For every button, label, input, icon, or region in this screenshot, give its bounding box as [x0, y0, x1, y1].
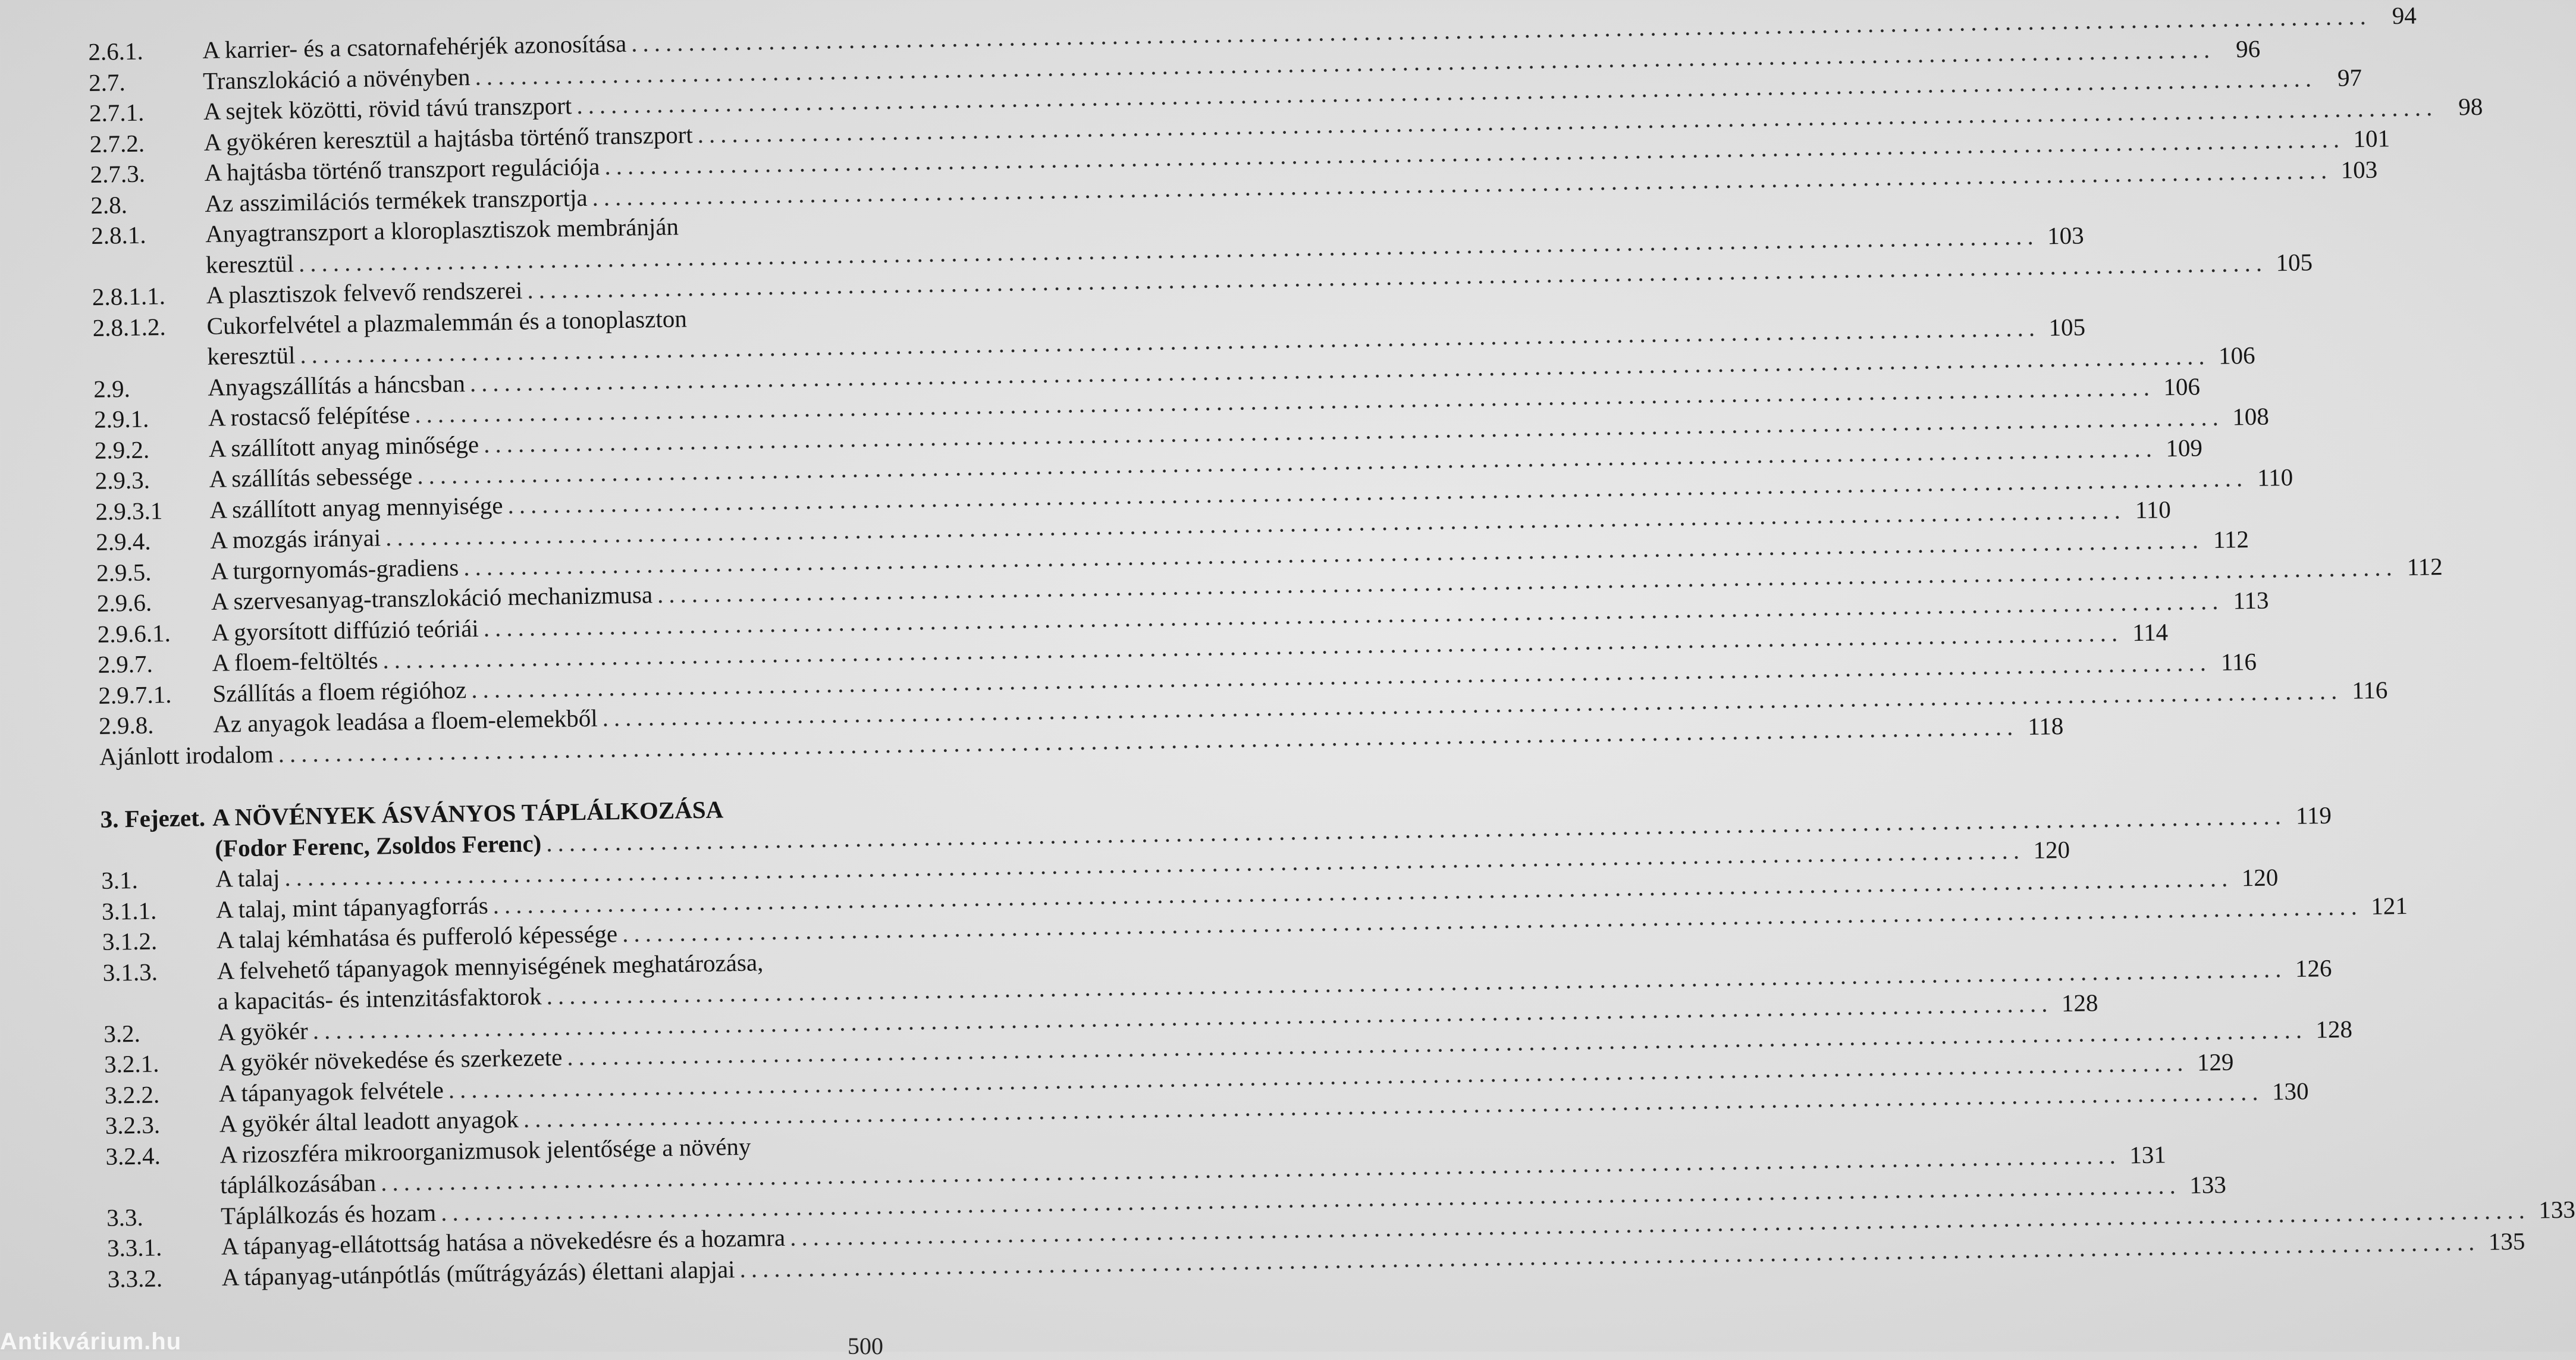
entry-title: A rizoszféra mikroorganizmusok jelentősége a növény — [219, 1132, 751, 1168]
entry-number: 2.9.7. — [98, 650, 153, 678]
entry-number: 2.8.1.2. — [92, 312, 167, 341]
entry-page: 129 — [2197, 1048, 2234, 1076]
watermark: Antikvárium.hu — [0, 1328, 182, 1355]
entry-page: 97 — [2337, 63, 2362, 92]
entry-page: 101 — [2353, 124, 2390, 153]
entry-page: 119 — [2295, 801, 2332, 829]
entry-page: 126 — [2295, 954, 2332, 982]
entry-number: 2.9. — [93, 374, 131, 403]
entry-page: 135 — [2488, 1227, 2525, 1255]
entry-title: A floem-feltöltés — [212, 646, 378, 676]
entry-number: 2.7.1. — [89, 98, 145, 127]
entry-title: A hajtásba történő transzport regulációja — [204, 152, 600, 186]
entry-title-continued: keresztül — [207, 341, 296, 370]
entry-title: Ajánlott irodalom — [99, 739, 274, 770]
entry-page: 112 — [2213, 525, 2249, 553]
entry-number: 2.9.1. — [93, 405, 149, 433]
entry-page: 120 — [2241, 863, 2279, 891]
entry-number: 2.8.1.1. — [92, 282, 166, 311]
entry-number: 3.1.2. — [102, 927, 158, 955]
entry-title: Anyagtranszport a kloroplasztiszok membránján — [205, 212, 679, 247]
page-number: 500 — [848, 1333, 883, 1359]
entry-title: A sejtek közötti, rövid távú transzport — [203, 92, 572, 125]
entry-title: A plasztiszok felvevő rendszerei — [206, 276, 523, 309]
chapter-label: 3. Fejezet. — [100, 804, 206, 833]
entry-number: 2.7. — [88, 68, 126, 96]
entry-number: 2.9.6.1. — [97, 619, 171, 648]
chapter-title: A NÖVÉNYEK ÁSVÁNYOS TÁPLÁLKOZÁSA — [212, 795, 724, 831]
entry-title: A tápanyag-ellátottság hatása a növekedésre és a hozamra — [221, 1223, 786, 1260]
entry-title: Cukorfelvétel a plazmalemmán és a tonoplaszton — [206, 304, 688, 340]
entry-page: 110 — [2257, 463, 2293, 491]
entry-page: 109 — [2166, 434, 2203, 462]
entry-number: 3.3.2. — [107, 1264, 163, 1293]
entry-page: 133 — [2189, 1170, 2227, 1199]
entry-page: 116 — [2351, 676, 2388, 704]
entry-page: 118 — [2027, 712, 2064, 740]
entry-page: 114 — [2132, 618, 2169, 647]
entry-number: 2.9.7.1. — [98, 680, 172, 709]
entry-title: A talaj — [215, 864, 280, 892]
entry-page: 94 — [2392, 1, 2417, 30]
entry-page: 133 — [2538, 1195, 2576, 1224]
entry-title: Táplálkozás és hozam — [220, 1198, 437, 1230]
entry-number: 2.9.6. — [96, 588, 152, 617]
entry-title: A gyökér által leadott anyagok — [219, 1105, 519, 1137]
entry-number: 2.9.5. — [96, 557, 152, 587]
table-of-contents — [88, 1, 2576, 1295]
entry-title: Szállítás a floem régióhoz — [212, 675, 467, 707]
entry-title: A turgornyomás-gradiens — [210, 553, 459, 585]
entry-title-continued: táplálkozásában — [219, 1168, 376, 1199]
entry-title: Transzlokáció a növényben — [202, 62, 470, 95]
entry-page: 110 — [2135, 496, 2172, 524]
entry-title: A szállított anyag minősége — [208, 430, 479, 462]
entry-number: 2.7.2. — [89, 129, 145, 158]
entry-number: 3.1.3. — [102, 957, 158, 986]
entry-page: 96 — [2235, 35, 2261, 62]
entry-number: 2.9.3.1 — [95, 496, 163, 525]
entry-title: Az anyagok leadása a floem-elemekből — [212, 704, 598, 738]
entry-number: 2.8.1. — [90, 221, 146, 249]
entry-page: 116 — [2220, 647, 2257, 676]
entry-page: 128 — [2315, 1015, 2353, 1043]
entry-title: A talaj kémhatása és pufferoló képessége — [216, 920, 618, 954]
entry-page: 121 — [2370, 891, 2408, 920]
entry-page: 98 — [2458, 92, 2483, 120]
entry-title: A gyökéren keresztül a hajtásba történő transzport — [203, 120, 694, 156]
entry-title: A tápanyagok felvétele — [218, 1076, 444, 1107]
entry-title: A gyorsított diffúzió teóriái — [211, 614, 479, 646]
entry-title: A szállított anyag mennyisége — [209, 491, 503, 524]
entry-number: 3.1. — [101, 866, 139, 894]
entry-page: 103 — [2340, 155, 2378, 184]
entry-page: 113 — [2233, 586, 2269, 614]
entry-number: 3.3. — [106, 1203, 144, 1231]
entry-number: 2.6.1. — [88, 37, 143, 65]
entry-title: A felvehető tápanyagok mennyiségének meghatározása, — [217, 948, 764, 985]
entry-page: 130 — [2271, 1077, 2309, 1105]
entry-page: 106 — [2218, 341, 2255, 369]
entry-title: A szállítás sebessége — [209, 462, 413, 493]
entry-title: A talaj, mint tápanyagforrás — [215, 891, 489, 923]
entry-page: 103 — [2047, 221, 2084, 249]
entry-page: 128 — [2061, 988, 2098, 1017]
entry-number: 2.9.8. — [98, 711, 154, 739]
entry-title-continued: keresztül — [205, 249, 294, 278]
entry-number: 2.9.3. — [95, 466, 150, 494]
entry-number: 3.2.4. — [105, 1141, 161, 1170]
entry-title: A gyökér — [217, 1016, 309, 1046]
entry-title-continued: a kapacitás- és intenzitásfaktorok — [217, 982, 542, 1015]
entry-title: A rostacső felépítése — [208, 400, 410, 431]
entry-title: A karrier- és a csatornafehérjék azonosítása — [202, 29, 627, 64]
entry-number: 3.2.1. — [103, 1049, 159, 1078]
entry-title: A szervesanyag-transzlokáció mechanizmusa — [211, 581, 653, 615]
entry-number: 2.9.2. — [94, 435, 150, 464]
entry-title: A tápanyag-utánpótlás (műtrágyázás) élettani alapjai — [221, 1255, 735, 1291]
entry-page: 131 — [2129, 1140, 2167, 1169]
chapter-authors: (Fodor Ferenc, Zsoldos Ferenc) — [215, 829, 542, 862]
entry-title: Anyagszállítás a háncsban — [207, 369, 466, 401]
entry-page: 120 — [2033, 835, 2070, 864]
entry-title: A mozgás irányai — [209, 524, 381, 554]
entry-number: 3.2.3. — [105, 1111, 161, 1139]
entry-number: 3.2.2. — [104, 1080, 160, 1109]
entry-number: 3.3.1. — [106, 1233, 162, 1262]
entry-page: 112 — [2406, 552, 2443, 581]
entry-number: 3.2. — [103, 1019, 141, 1048]
entry-number: 2.8. — [90, 190, 128, 219]
entry-page: 108 — [2232, 402, 2270, 430]
entry-page: 106 — [2163, 372, 2201, 401]
entry-number: 2.9.4. — [95, 527, 151, 556]
entry-number: 3.1.1. — [101, 896, 157, 925]
entry-number: 2.7.3. — [90, 159, 146, 188]
entry-page: 105 — [2048, 313, 2086, 341]
entry-page: 105 — [2276, 248, 2313, 277]
entry-title: Az asszimilációs termékek transzportja — [205, 183, 588, 217]
entry-title: A gyökér növekedése és szerkezete — [218, 1043, 563, 1076]
